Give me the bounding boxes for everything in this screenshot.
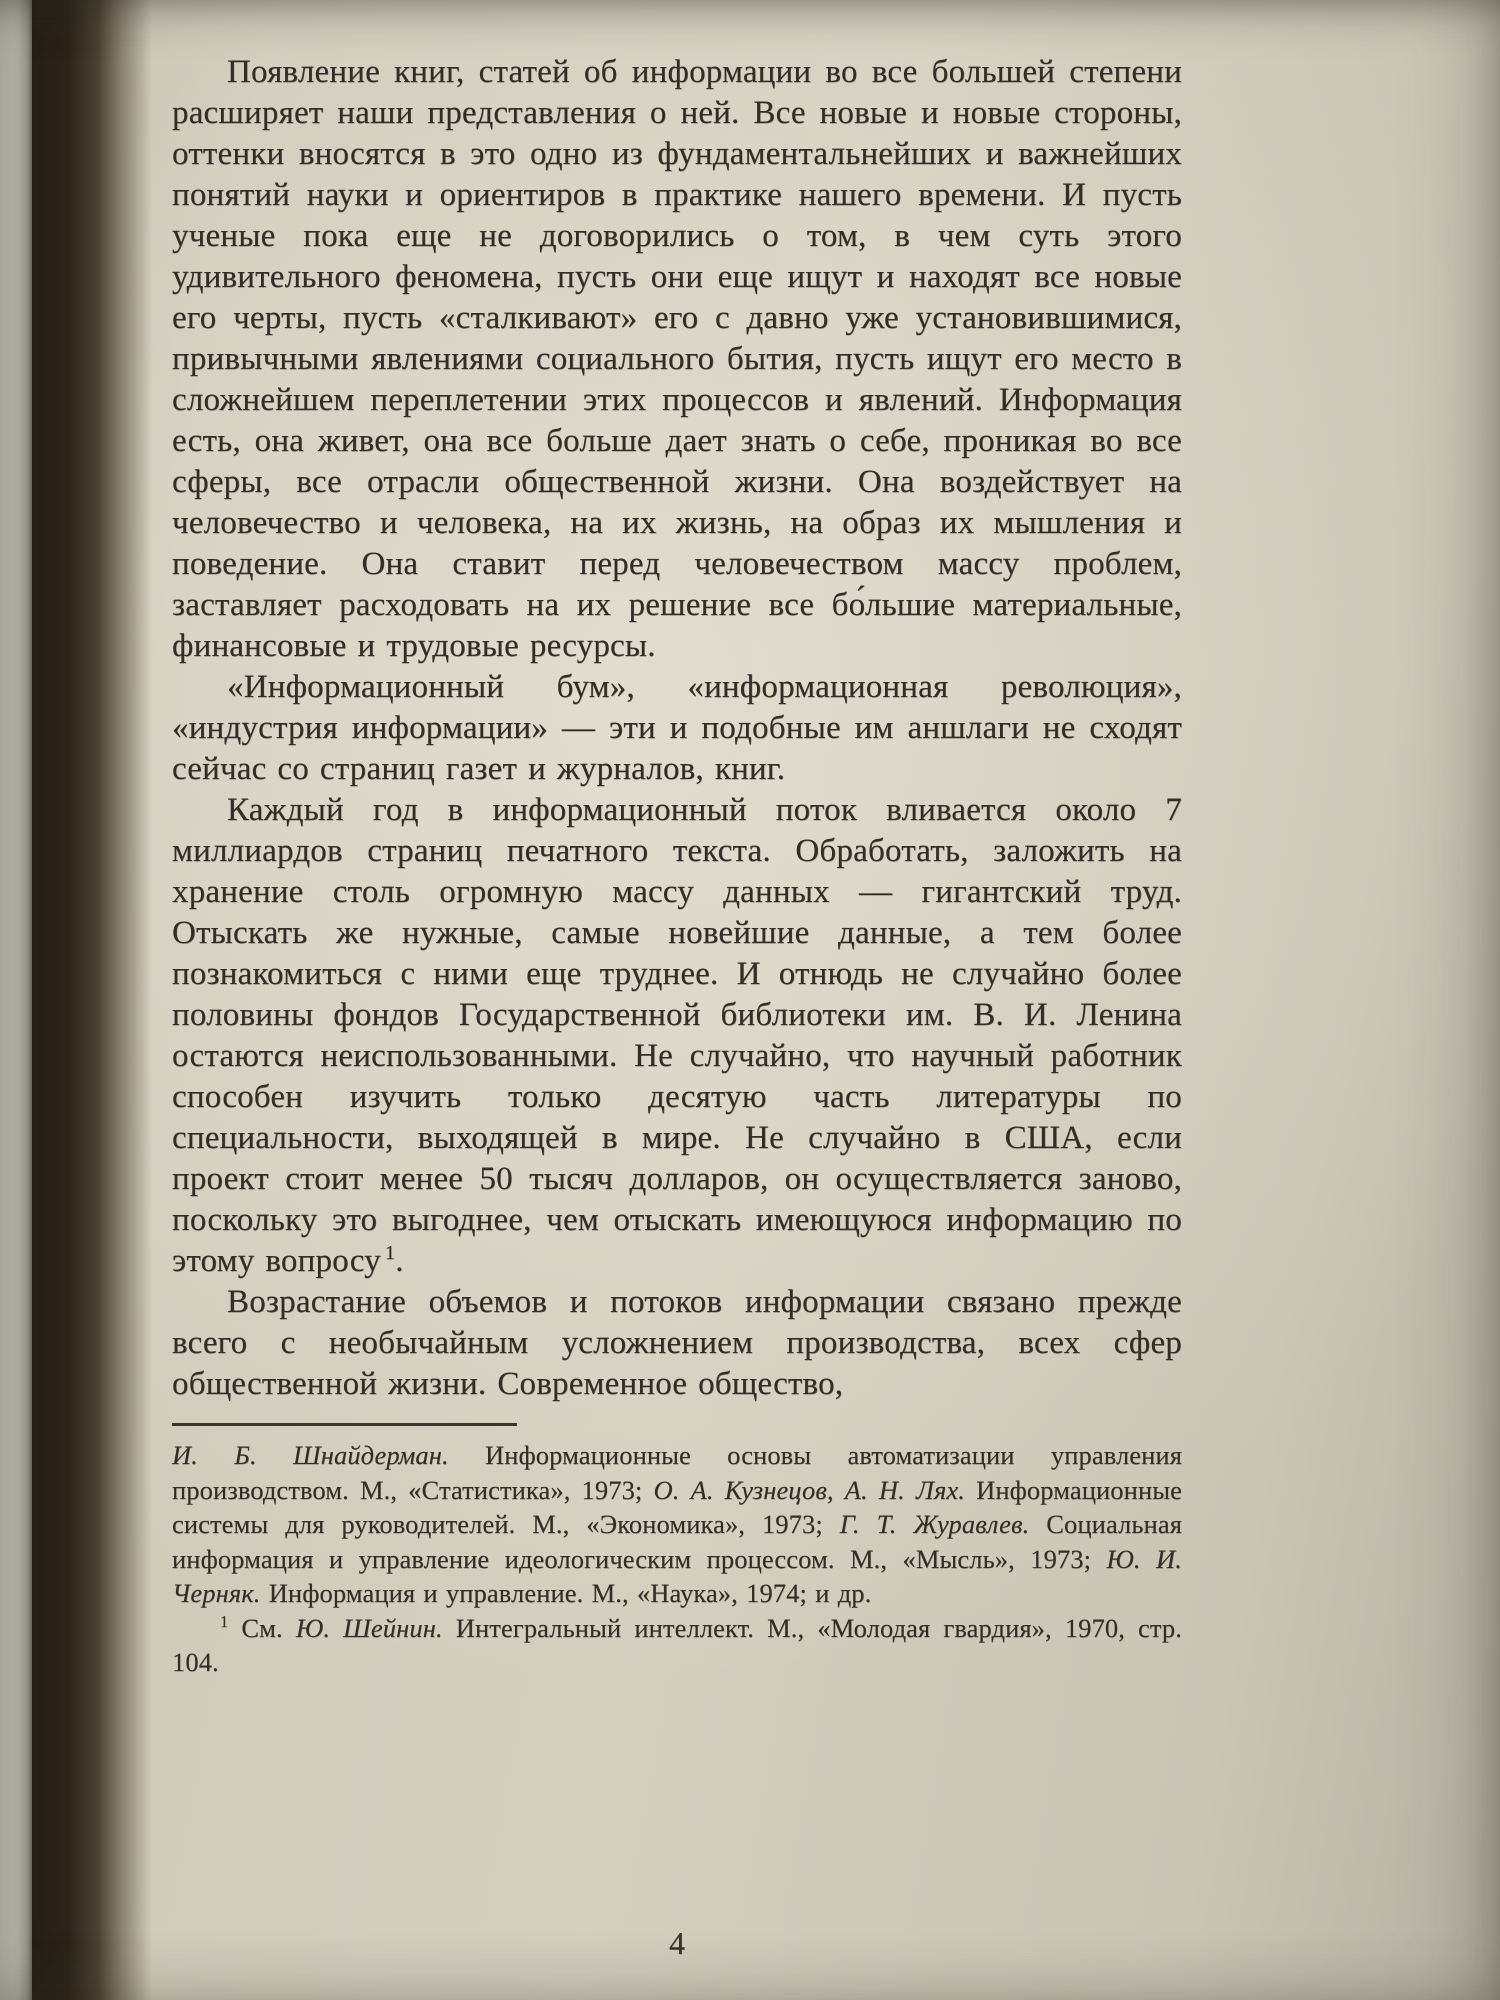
footnotes-section	[172, 1438, 1182, 1680]
footnote-rule	[172, 1423, 517, 1426]
body-paragraph-3	[172, 790, 1182, 1282]
footnote-text: Информационные основы автоматизации управления производством. М., «Статистика», 1973;	[172, 1440, 1183, 1505]
book-gutter-shadow	[32, 0, 152, 2000]
footnote-text: Информация и управление. М., «Наука», 1974; и др.	[260, 1578, 872, 1608]
author-name: И. Б. Шнайдерман.	[172, 1440, 449, 1470]
author-name: О. А. Кузнецов, А. Н. Лях.	[653, 1474, 965, 1505]
footnote-text: См.	[228, 1612, 296, 1643]
body-paragraph-4: Возрастание объемов и потоков информации связано прежде всего с необычайным усложнением производства, всех сфер общественной жизни. Современное общество,	[172, 1284, 1182, 1402]
footnote-continuation	[172, 1438, 1182, 1611]
footnote-1	[172, 1611, 1182, 1680]
adjacent-page-edge	[0, 0, 32, 2000]
footnote-marker: 1	[220, 1611, 229, 1631]
footnote-text: Интегральный интеллект. М., «Молодая гвардия», 1970, стр. 104.	[172, 1612, 1182, 1677]
body-paragraph-2: «Информационный бум», «информационная революция», «индустрия информации» — эти и подобные им аншлаги не сходят сейчас со страниц газет и журналов, книг.	[172, 669, 1182, 787]
text-block	[172, 52, 1182, 1680]
body-paragraph-1: Появление книг, статей об информации во все большей степени расширяет наши представления о ней. Все новые и новые стороны, оттенки вносятся в это одно из фундаментальнейших и важнейших понятий науки и ориентиров в практике нашего времени. И пусть ученые пока еще не договорились о том, в чем суть этого удивительного феномена, пусть они еще ищут и находят все новые его черты, пусть «сталкивают» его с давно уже установившимися, привычными явлениями социального бытия, пусть ищут его место в сложнейшем переплетении этих процессов и явлений. Информация есть, она живет, она все больше дает знать о себе, проникая во все сферы, все отрасли общественной жизни. Она воздействует на человечество и человека, на их жизнь, на образ их мышления и поведение. Она ставит перед человечеством массу проблем, заставляет расходовать на их решение все бо́льшие материальные, финансовые и трудовые ресурсы.	[172, 54, 1182, 664]
author-name: Г. Т. Журавлев.	[839, 1509, 1030, 1539]
footnote-reference: 1	[384, 1242, 396, 1264]
footnote-text: Информационные системы для руководителей. М., «Экономика», 1973;	[172, 1474, 1182, 1539]
footnote-text: Социальная информация и управление идеологическим процессом. М., «Мысль», 1973;	[172, 1509, 1182, 1574]
author-name: Ю. И. Черняк.	[172, 1543, 1182, 1608]
paragraph-text: .	[395, 1243, 404, 1279]
paragraph-text: Каждый год в информационный поток вливается около 7 миллиардов страниц печатного текста. Обработать, заложить на хранение столь огромную массу данных — гигантский труд. Отыскать же нужные, самые новейшие данные, а тем более познакомиться с ними еще труднее. И отнюдь не случайно более половины фондов Государственной библиотеки им. В. И. Ленина остаются неиспользованными. Не случайно, что научный работник способен изучить только десятую часть литературы по специальности, выходящей в мире. Не случайно в США, если проект стоит менее 50 тысяч долларов, он осуществляется заново, поскольку это выгоднее, чем отыскать имеющуюся информацию по этому вопросу	[172, 792, 1182, 1279]
author-name: Ю. Шейнин.	[295, 1612, 443, 1643]
page-number: 4	[669, 1925, 685, 1961]
